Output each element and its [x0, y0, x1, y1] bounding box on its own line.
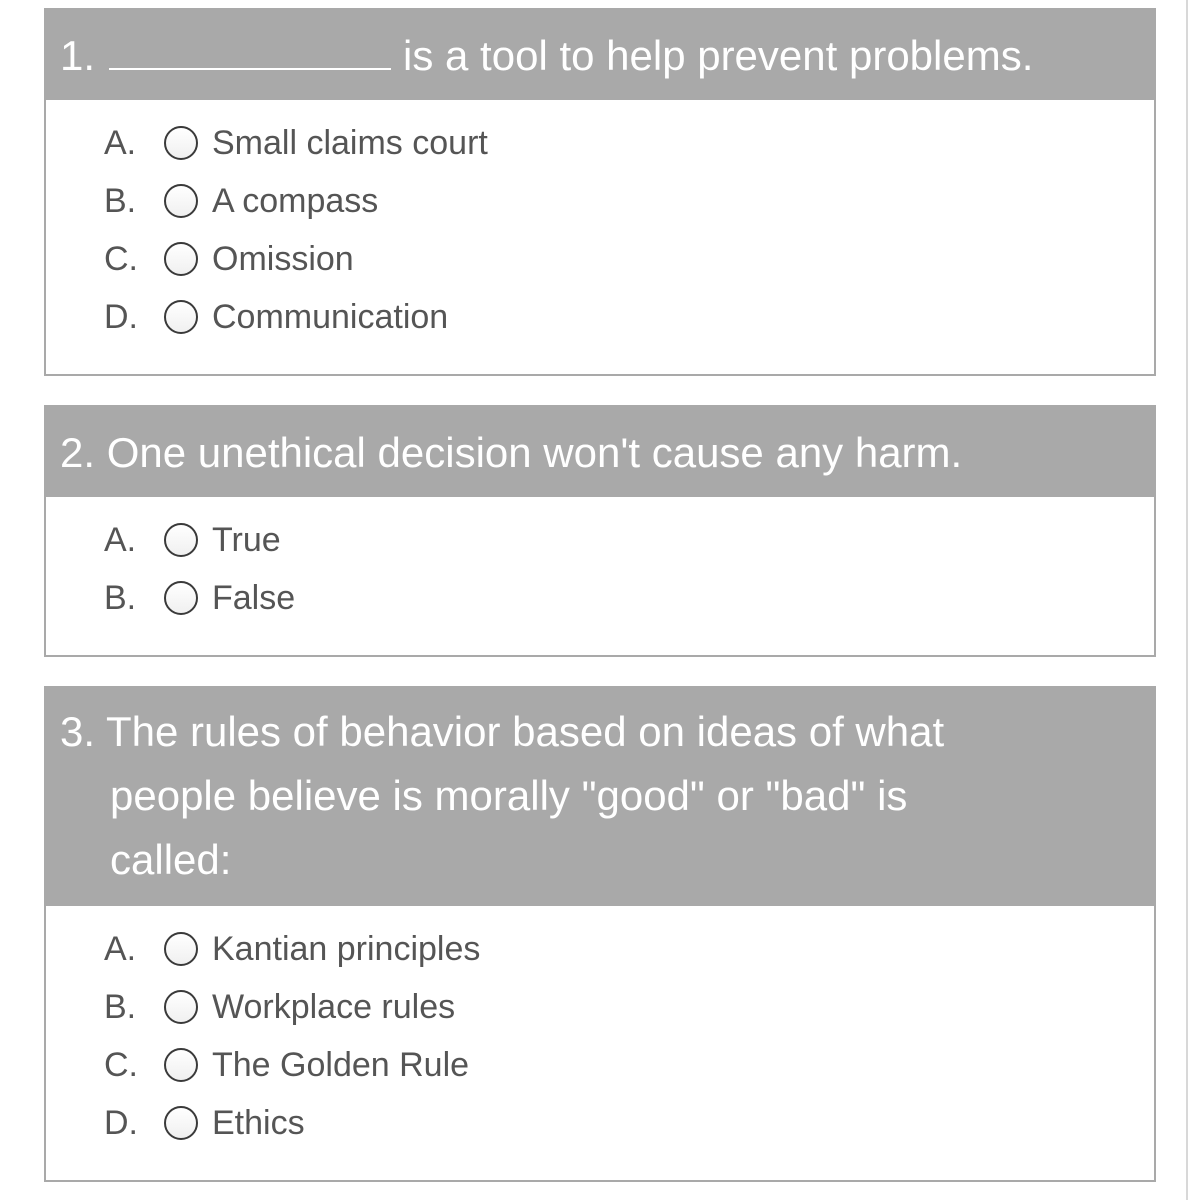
option-1c[interactable]	[46, 236, 1154, 280]
option-1b[interactable]	[46, 178, 1154, 222]
option-letter: A.	[104, 521, 137, 559]
option-label: False	[212, 579, 296, 617]
radio-button[interactable]	[164, 990, 198, 1024]
radio-button[interactable]	[164, 1048, 198, 1082]
option-label: Workplace rules	[212, 988, 456, 1026]
option-2a[interactable]	[46, 517, 1154, 561]
option-letter: A.	[104, 930, 137, 968]
question-text-3-line-2: people believe is morally "good" or "bad" is	[110, 772, 908, 819]
question-text-3-line-1: 3. The rules of behavior based on ideas of what	[60, 708, 945, 755]
radio-button[interactable]	[164, 523, 198, 557]
radio-button[interactable]	[164, 184, 198, 218]
option-label: True	[212, 521, 281, 559]
question-header-2	[46, 407, 1154, 497]
question-number: 1.	[60, 32, 96, 79]
question-header-3	[46, 688, 1154, 906]
option-2b[interactable]	[46, 575, 1154, 619]
option-letter: B.	[104, 182, 137, 220]
question-card-2	[44, 405, 1156, 657]
option-1a[interactable]	[46, 120, 1154, 164]
option-letter: C.	[104, 240, 138, 278]
option-3b[interactable]	[46, 984, 1154, 1028]
radio-button[interactable]	[164, 126, 198, 160]
option-label: The Golden Rule	[212, 1046, 470, 1084]
question-card-3	[44, 686, 1156, 1182]
option-3d[interactable]	[46, 1100, 1154, 1144]
question-text-1	[60, 32, 1033, 80]
option-letter: B.	[104, 579, 137, 617]
option-label: Ethics	[212, 1104, 305, 1142]
option-label: Small claims court	[212, 124, 488, 162]
option-letter: C.	[104, 1046, 138, 1084]
question-text-2: 2. One unethical decision won't cause any harm.	[60, 429, 963, 476]
option-1d[interactable]	[46, 294, 1154, 338]
question-text: is a tool to help prevent problems.	[403, 32, 1034, 79]
option-3a[interactable]	[46, 926, 1154, 970]
question-card-1	[44, 8, 1156, 376]
option-label: Kantian principles	[212, 930, 481, 968]
option-letter: D.	[104, 298, 138, 336]
option-3c[interactable]	[46, 1042, 1154, 1086]
option-label: A compass	[212, 182, 379, 220]
option-letter: D.	[104, 1104, 138, 1142]
radio-button[interactable]	[164, 932, 198, 966]
option-label: Omission	[212, 240, 354, 278]
fill-in-blank	[109, 68, 391, 70]
option-label: Communication	[212, 298, 449, 336]
option-letter: B.	[104, 988, 137, 1026]
question-header-1	[46, 10, 1154, 100]
radio-button[interactable]	[164, 581, 198, 615]
radio-button[interactable]	[164, 242, 198, 276]
question-text-3-line-3: called:	[110, 836, 232, 883]
option-letter: A.	[104, 124, 137, 162]
scrollbar-edge	[1186, 0, 1200, 1200]
radio-button[interactable]	[164, 300, 198, 334]
radio-button[interactable]	[164, 1106, 198, 1140]
